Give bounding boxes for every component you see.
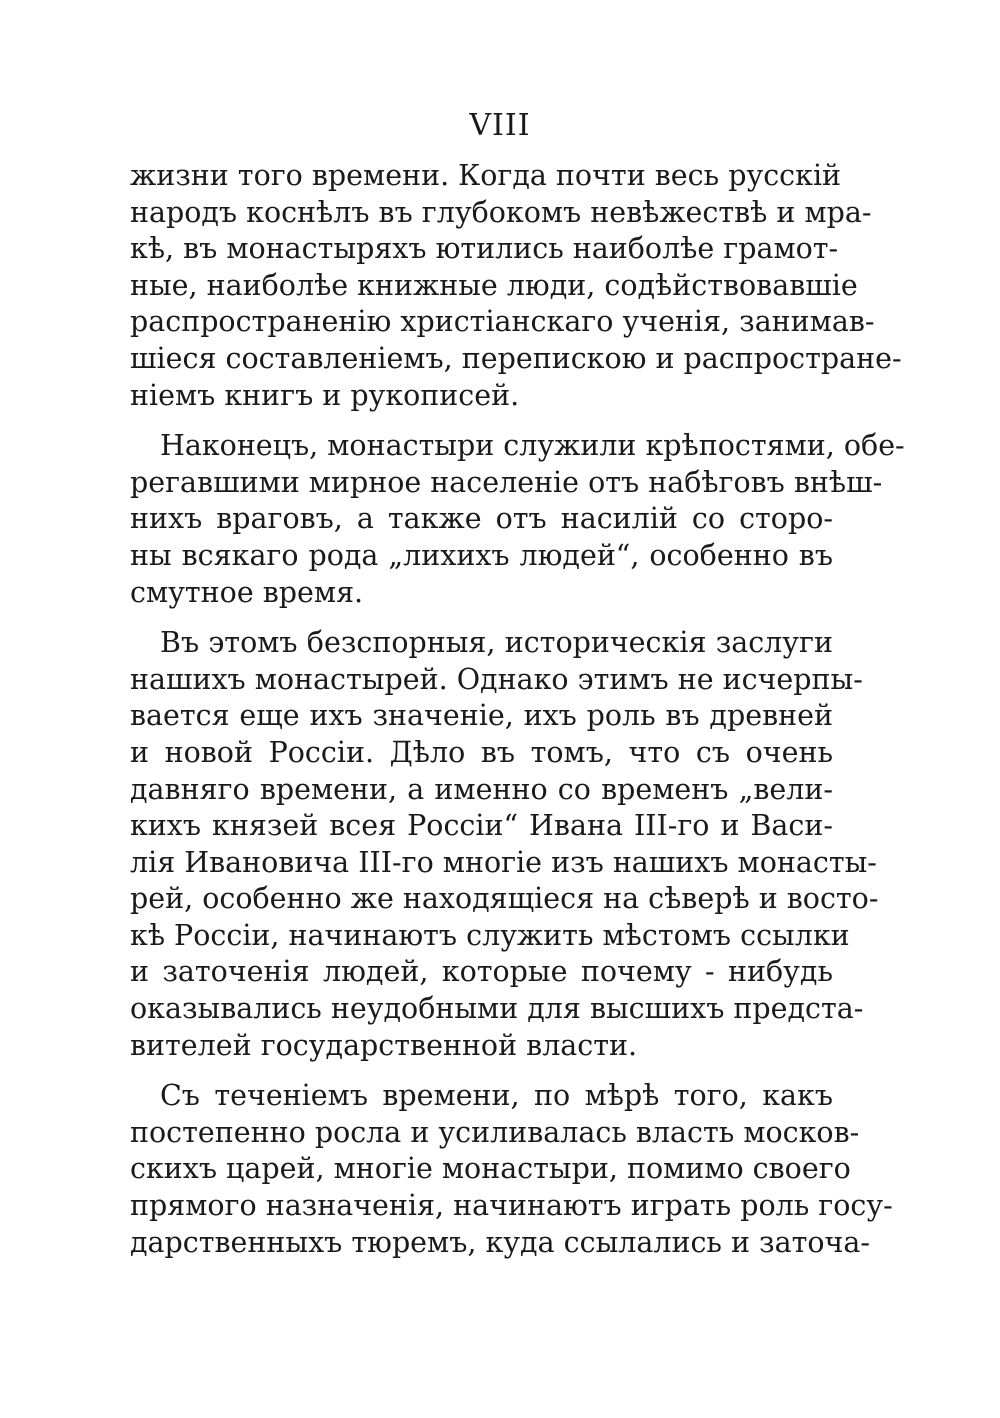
text-line: жизни того времени. Когда почти весь русскій [130, 159, 842, 192]
text-line: дарственныхъ тюремъ, куда ссылались и заточа- [130, 1225, 870, 1259]
text-line: прямого назначенія, начинаютъ играть роль госу- [130, 1189, 893, 1223]
text-line: ные, наиболѣе книжные люди, содѣйствовавшіе [130, 268, 858, 302]
text-line: Съ теченіемъ времени, по мѣрѣ того, какъ [160, 1079, 833, 1113]
text-line: давняго времени, а именно со временъ „вели- [130, 772, 833, 806]
text-line: ны всякаго рода „лихихъ людей“, особенно въ [130, 538, 833, 572]
text-line: Въ этомъ безспорныя, историческія заслуги [160, 626, 833, 660]
text-line: вается еще ихъ значеніе, ихъ роль въ древней [130, 699, 833, 733]
text-line: Наконецъ, монастыри служили крѣпостями, обе- [160, 429, 905, 463]
text-line: шіеся составленіемъ, перепискою и распростране- [130, 341, 902, 375]
text-line: и заточенія людей, которые почему - нибудь [130, 955, 833, 989]
paragraph-gap [130, 414, 833, 428]
text-line: кѣ Россіи, начинаютъ служить мѣстомъ ссылки [130, 918, 850, 952]
page-number: VIII [469, 108, 531, 143]
paragraph [130, 1078, 893, 1261]
paragraph-gap [130, 611, 833, 625]
text-line: ніемъ книгъ и рукописей. [130, 378, 520, 412]
text-line: нихъ враговъ, а также отъ насилій со сторо- [130, 502, 833, 536]
text-line: распространенію христіанскаго ученія, занимав- [130, 305, 875, 339]
text-line: лія Ивановича III-го многіе изъ нашихъ монасты- [130, 845, 877, 879]
text-line: скихъ царей, многіе монастыри, помимо своего [130, 1152, 851, 1186]
text-line: кѣ, въ монастыряхъ ютились наиболѣе грамот- [130, 232, 839, 266]
text-line: оказывались неудобными для высшихъ предста- [130, 992, 864, 1026]
text-line: вителей государственной власти. [130, 1028, 638, 1062]
text-line: кихъ князей всея Россіи“ Ивана III-го и Васи- [130, 809, 833, 843]
body-text [130, 158, 905, 1261]
text-line: народъ коснѣлъ въ глубокомъ невѣжествѣ и мра- [130, 195, 872, 229]
text-line: нашихъ монастырей. Однако этимъ не исчерпы- [130, 662, 863, 696]
paragraph [130, 158, 902, 414]
text-line: регавшими мирное населеніе отъ набѣговъ внѣш- [130, 465, 883, 499]
text-line: рей, особенно же находящіеся на сѣверѣ и восто- [130, 882, 879, 916]
text-line: смутное время. [130, 575, 364, 609]
paragraph-gap [130, 1064, 833, 1078]
paragraph [130, 625, 879, 1064]
text-line: постепенно росла и усиливалась власть москов- [130, 1115, 860, 1149]
text-line: и новой Россіи. Дѣло въ томъ, что съ очень [130, 735, 833, 769]
paragraph [130, 428, 905, 611]
